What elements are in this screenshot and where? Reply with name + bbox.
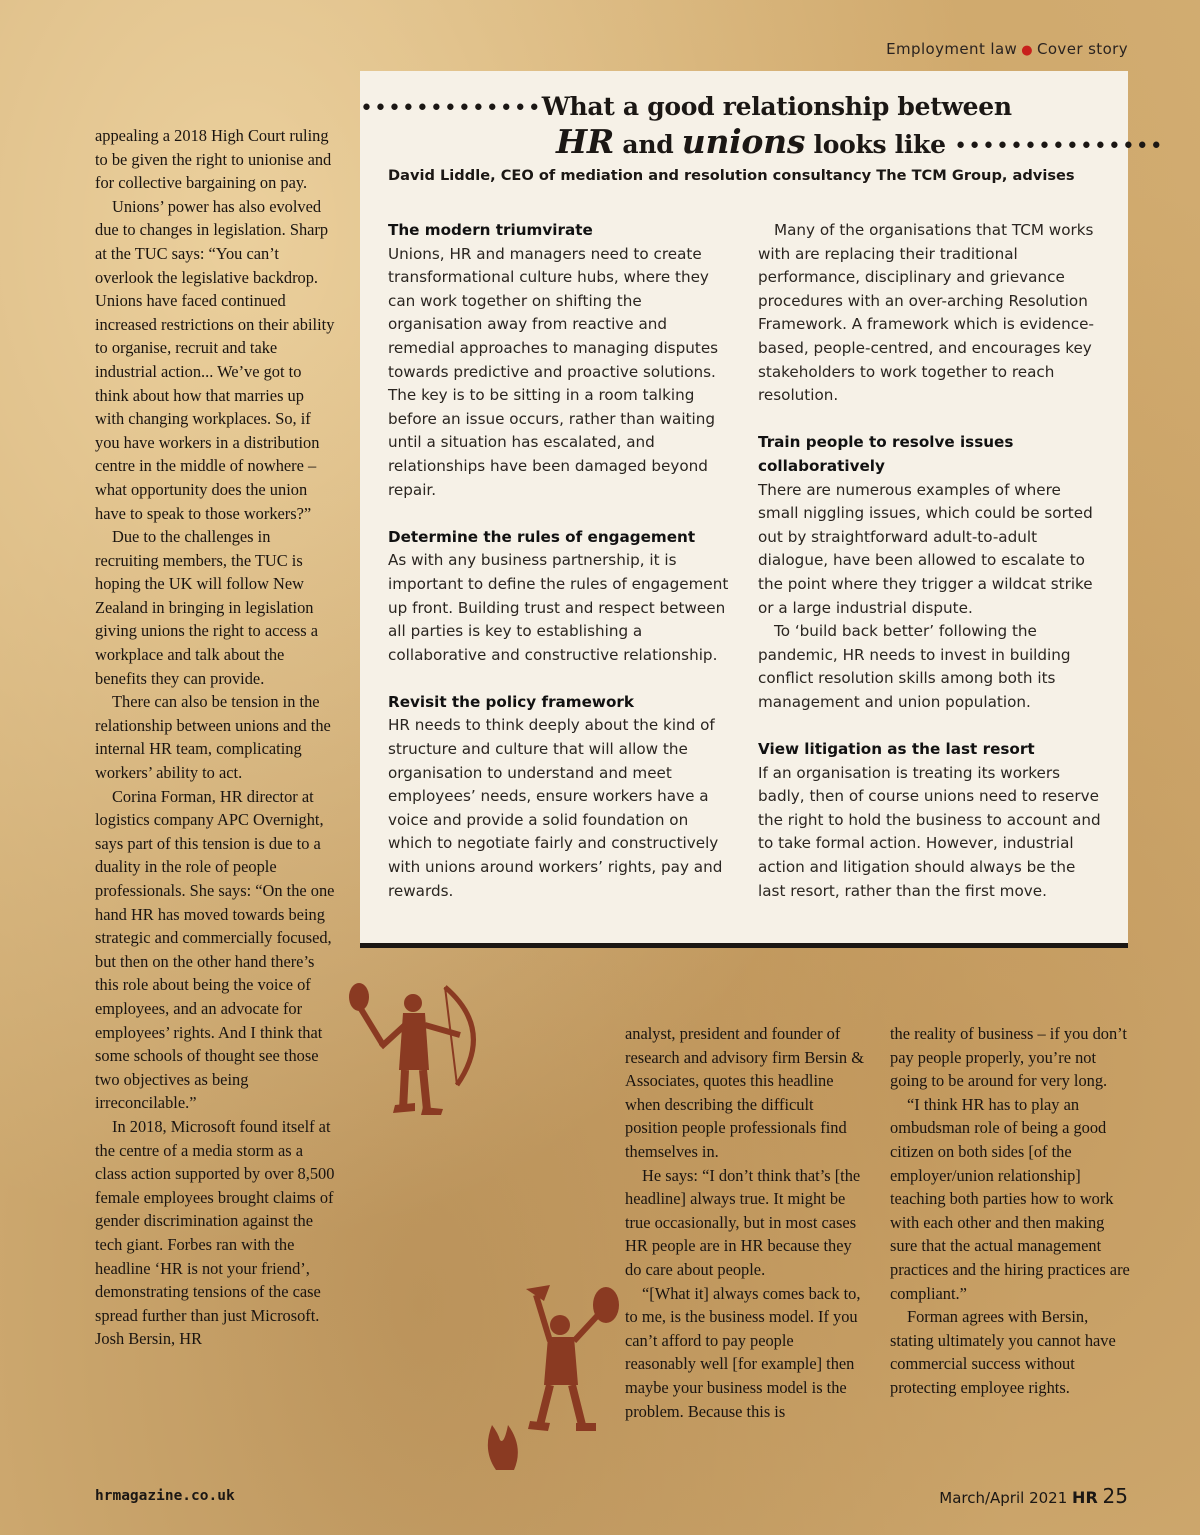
body-paragraph: appealing a 2018 High Court ruling to be given the right to unionise and for collective bargaining on pay. [95,126,332,193]
sidebar-box: •••••••••••••What a good relationship between HR and unions looks like ••••••••••••••• David Liddle, CEO of mediation and resolution consultancy The TCM Group, advises The modern triumvirate Unions, HR and managers need to create transformational culture hubs, where they can work together on shifting the organisation away from reactive and remedial approaches to managing disputes towards predictive and proactive solutions. The key is to be sitting in a room talking before an issue occurs, rather than waiting until a situation has escalated, and relationships have been damaged beyond repair. Determine the rules of engagement As with any business partnership, it is important to define the rules of engagement up front. Building trust and respect between all parties is key to establishing a collaborative and constructive relationship. Revisit the policy framework HR needs to think deeply about the kind of structure and culture that will allow the organisation to understand and meet employees’ needs, ensure workers have a voice and provide a solid foundation on which to negotiate fairly and constructively with unions around workers’ rights, pay and rewards. Many of the organisations that TCM works with are replacing their traditional performance, disciplinary and grievance procedures with an over-arching Resolution Framework. A framework which is evidence-based, people-centred, and encourages key stakeholders to work together to reach resolution. Train people to resolve issues collaboratively There are numerous examples of where small niggling issues, which could be sorted out by straightforward adult-to-adult dialogue, have been allowed to escalate to the point where they trigger a wildcat strike or a large industrial dispute. To ‘build back better’ following the pandemic, HR needs to invest in building conflict resolution skills among both its management and union population. View litigation as the last resort If an organisation is treating its workers badly, then of course unions need to reserve the right to hold the business to account and to take formal action. However, industrial action and litigation should always be the last resort, rather than the first move. [360,71,1128,948]
section-heading: The modern triumvirate [388,221,593,239]
section-body: If an organisation is treating its workers badly, then of course unions need to reserve the right to hold the business to account and to take formal action. However, industrial action and litigation should always be the last resort, rather than the first move. [758,763,1101,900]
section-label: Employment law [886,40,1018,58]
left-body-column [95,124,335,1351]
title-looks-like: looks like [813,130,946,159]
body-paragraph: Unions’ power has also evolved due to changes in legislation. Sharp at the TUC says: “You can’t overlook the legislative backdrop. Unions have faced continued increased restrictions on their ability to organise, recruit and take industrial action... We’ve got to think about how that marries up with changing workplaces. So, if you have workers in a distribution centre in the middle of nowhere – what opportunity does the union have to speak to those workers?” [95,196,335,523]
body-column-4 [890,1022,1130,1400]
archer-figure-icon [345,975,495,1165]
magazine-name: HR [1072,1488,1098,1507]
body-paragraph: “[What it] always comes back to, to me, is the business model. If you can’t afford to pay people reasonably well [for example] then maybe your business model is the problem. Because this is [625,1283,861,1421]
section-body: Many of the organisations that TCM works with are replacing their traditional performance, disciplinary and grievance procedures with an over-arching Resolution Framework. A framework which is evidence-based, people-centred, and encourages key stakeholders to work together to reach resolution. [758,221,1094,405]
body-paragraph: In 2018, Microsoft found itself at the centre of a media storm as a class action supported by over 8,500 female employees brought claims of gender discrimination against the tech giant. Forbes ran with the headline ‘HR is not your friend’, demonstrating tensions of the case spread further than just Microsoft. Josh Bersin, HR [95,1116,335,1349]
body-paragraph: “I think HR has to play an ombudsman role of being a good citizen on both sides [of the employer/union relationship] teaching both parties how to work with each other and then making sure that the actual management practices and the hiring practices are compliant.” [890,1094,1130,1303]
section-body: To ‘build back better’ following the pandemic, HR needs to invest in building conflict resolution skills among both its management and union population. [758,622,1071,711]
section-heading: Train people to resolve issues collaboratively [758,433,1014,475]
body-paragraph: analyst, president and founder of research and advisory firm Bersin & Associates, quotes this headline when describing the difficult position people professionals find themselves in. [625,1024,864,1161]
sidebar-column-1 [388,219,733,903]
title-unions: unions [681,122,806,161]
section-body: Unions, HR and managers need to create transformational culture hubs, where they can work together on shifting the organisation away from reactive and remedial approaches to managing disputes towards predictive and proactive solutions. The key is to be sitting in a room talking before an issue occurs, rather than waiting until a situation has escalated, and relationships have been damaged beyond repair. [388,244,719,499]
sidebar-column-2 [758,219,1106,903]
page-number: 25 [1102,1484,1128,1508]
body-paragraph: the reality of business – if you don’t pay people properly, you’re not going to be around for very long. [890,1024,1127,1091]
section-heading: View litigation as the last resort [758,740,1035,759]
body-paragraph: He says: “I don’t think that’s [the headline] always true. It might be true occasionally, but in most cases HR people are in HR because they do care about people. [625,1165,861,1279]
bullet-dot-icon: ● [1021,43,1033,58]
website-url: hrmagazine.co.uk [95,1488,235,1504]
dancing-figure-icon [478,1275,623,1475]
running-header [886,40,1128,58]
section-body: There are numerous examples of where small niggling issues, which could be sorted out by straightforward adult-to-adult dialogue, have been allowed to escalate to the point where they trigger a wildcat strike or a large industrial dispute. [758,480,1093,617]
title-and: and [622,130,674,159]
body-paragraph: Due to the challenges in recruiting members, the TUC is hoping the UK will follow New Zealand in bringing in legislation giving unions the right to access a workplace and talk about the benefits they can provide. [95,527,319,688]
sidebar-subtitle: David Liddle, CEO of mediation and resolution consultancy The TCM Group, advises [388,167,1075,184]
body-paragraph: There can also be tension in the relationship between unions and the internal HR team, complicating workers’ ability to act. [95,692,331,783]
page-footer [939,1484,1128,1508]
body-column-3 [625,1022,865,1423]
title-line-1: What a good relationship between [541,92,1012,121]
section-heading: Revisit the policy framework [388,692,634,711]
section-heading: Determine the rules of engagement [388,527,696,546]
section-body: HR needs to think deeply about the kind of structure and culture that will allow the organisation to understand and meet employees’ needs, ensure workers have a voice and provide a solid foundation on which to negotiate fairly and constructively with unions around workers’ rights, pay and rewards. [388,716,723,900]
issue-date: March/April 2021 [939,1489,1068,1507]
body-paragraph: Forman agrees with Bersin, stating ultimately you cannot have commercial success without protecting employee rights. [890,1307,1116,1397]
section-body: As with any business partnership, it is important to define the rules of engagement up front. Building trust and respect between all parties is key to establishing a collaborative and constructive relationship. [388,551,729,664]
subsection-label: Cover story [1036,40,1128,58]
body-paragraph: Corina Forman, HR director at logistics company APC Overnight, says part of this tension is due to a duality in the role of people professionals. She says: “On the one hand HR has moved towards being strategic and commercially focused, but then on the other hand there’s this role about being the voice of employees, and an advocate for employees’ rights. And I think that some schools of thought see those two objectives as being irreconcilable.” [95,786,335,1113]
title-hr: HR [556,122,615,161]
